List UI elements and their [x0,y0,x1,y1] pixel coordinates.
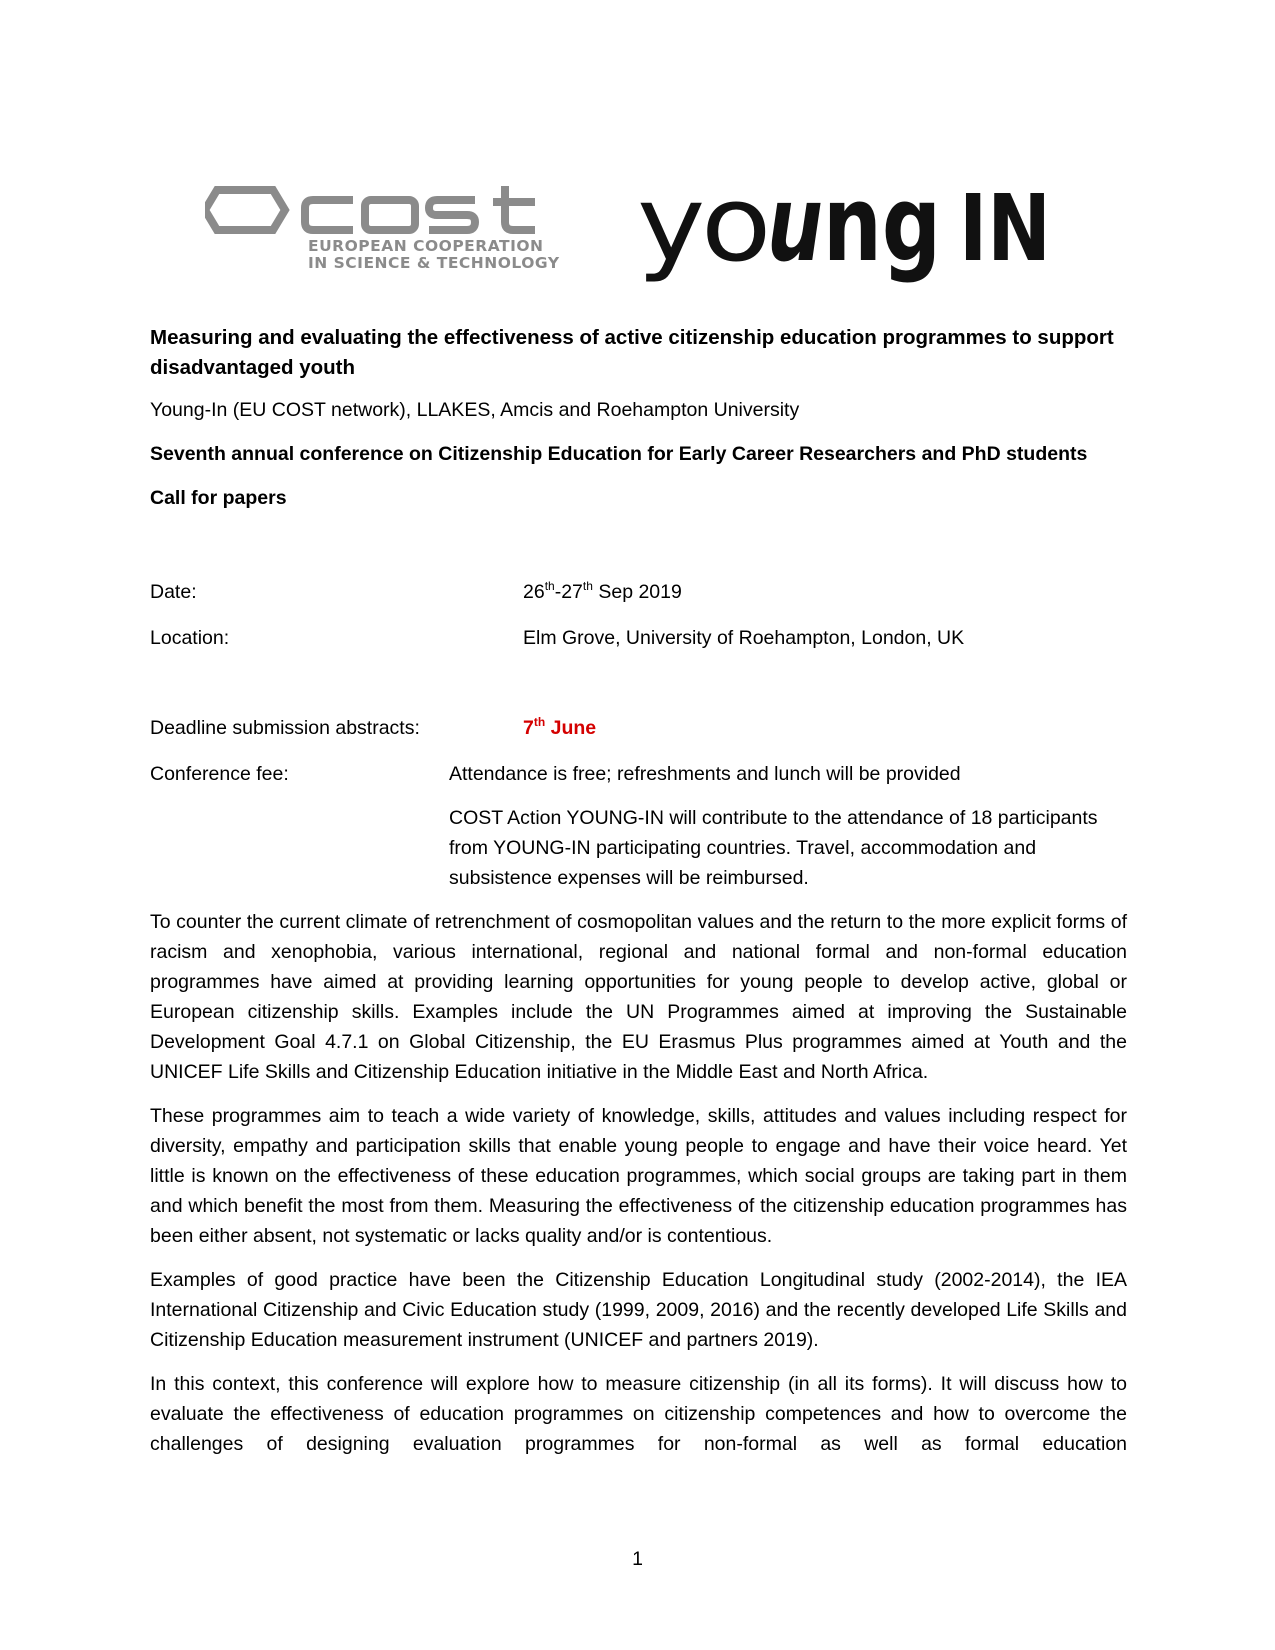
date-row [150,577,1127,607]
fee-label: Conference fee: [150,763,289,785]
body-paragraph-3: Examples of good practice have been the Citizenship Education Longitudinal study (2002-2014), the IEA International Citizenship and Civic Education study (1999, 2009, 2016) and the recently developed Life Skills and Citizenship Education measurement instrument (UNICEF and partners 2019). [150,1269,1127,1351]
date-month-year: Sep 2019 [592,581,682,603]
svg-text:IN: IN [959,178,1051,282]
date-day-end: -27 [554,581,583,603]
date-value [523,577,1127,607]
young-in-logo [637,178,1067,313]
deadline-value [523,713,1127,743]
fee-row [150,759,1127,789]
young-in-logo-mark [637,178,1067,313]
deadline-row [150,713,1127,743]
svg-text:ng: ng [823,178,941,285]
organizers: Young-In (EU COST network), LLAKES, Amcis and Roehampton University [150,399,800,421]
fee-reimbursement-note: COST Action YOUNG-IN will contribute to the attendance of 18 participants from YOUNG-IN participating countries. Travel, accommodation and subsistence expenses will be reimbursed. [449,807,1098,889]
body-paragraph-1: To counter the current climate of retrenchment of cosmopolitan values and the return to the more explicit forms of racism and xenophobia, various international, regional and national formal and non-formal education programmes have aimed at providing learning opportunities for young people to develop active, global or European citizenship skills. Examples include the UN Programmes aimed at improving the Sustainable Development Goal 4.7.1 on Global Citizenship, the EU Erasmus Plus programmes aimed at Youth and the UNICEF Life Skills and Citizenship Education initiative in the Middle East and North Africa. [150,911,1127,1083]
fee-value: Attendance is free; refreshments and lunch will be provided [449,763,961,785]
date-suffix-end: th [582,579,593,593]
deadline-label: Deadline submission abstracts: [150,717,420,739]
location-value: Elm Grove, University of Roehampton, London, UK [523,627,965,649]
conference-name: Seventh annual conference on Citizenship Education for Early Career Researchers and PhD students [150,443,1088,465]
cost-logo-subtitle [308,238,588,272]
deadline-day: 7 [523,717,534,739]
svg-text:u: u [767,178,823,285]
cost-subtitle-line2: IN SCIENCE & TECHNOLOGY [308,254,560,272]
cost-logo [205,186,585,281]
page-number: 1 [632,1548,643,1570]
document-title: Measuring and evaluating the effectiveness of active citizenship education programmes to support disadvantaged youth [150,326,1114,379]
svg-text:yo: yo [637,178,767,285]
deadline-month: June [545,717,597,739]
cost-subtitle-line1: EUROPEAN COOPERATION [308,237,544,255]
body-paragraph-4: In this context, this conference will explore how to measure citizenship (in all its forms). It will discuss how to evaluate the effectiveness of education programmes on citizenship competences and how to overcome the challenges of designing evaluation programmes for non-formal as well as formal education [150,1373,1127,1455]
location-label: Location: [150,627,230,649]
document-content [150,323,1127,1473]
date-day-start: 26 [523,581,545,603]
date-label: Date: [150,581,197,603]
cost-logo-mark [205,186,585,236]
body-paragraph-2: These programmes aim to teach a wide variety of knowledge, skills, attitudes and values including respect for diversity, empathy and participation skills that enable young people to engage and have their voice heard. Yet little is known on the effectiveness of these education programmes, which social groups are taking part in them and which benefit the most from them. Measuring the effectiveness of the citizenship education programmes has been either absent, not systematic or lacks quality and/or is contentious. [150,1105,1127,1247]
spacer [150,669,1127,713]
call-for-papers: Call for papers [150,487,287,509]
date-suffix-start: th [544,579,555,593]
location-row [150,623,1127,653]
spacer [150,527,1127,577]
deadline-suffix: th [533,715,546,729]
